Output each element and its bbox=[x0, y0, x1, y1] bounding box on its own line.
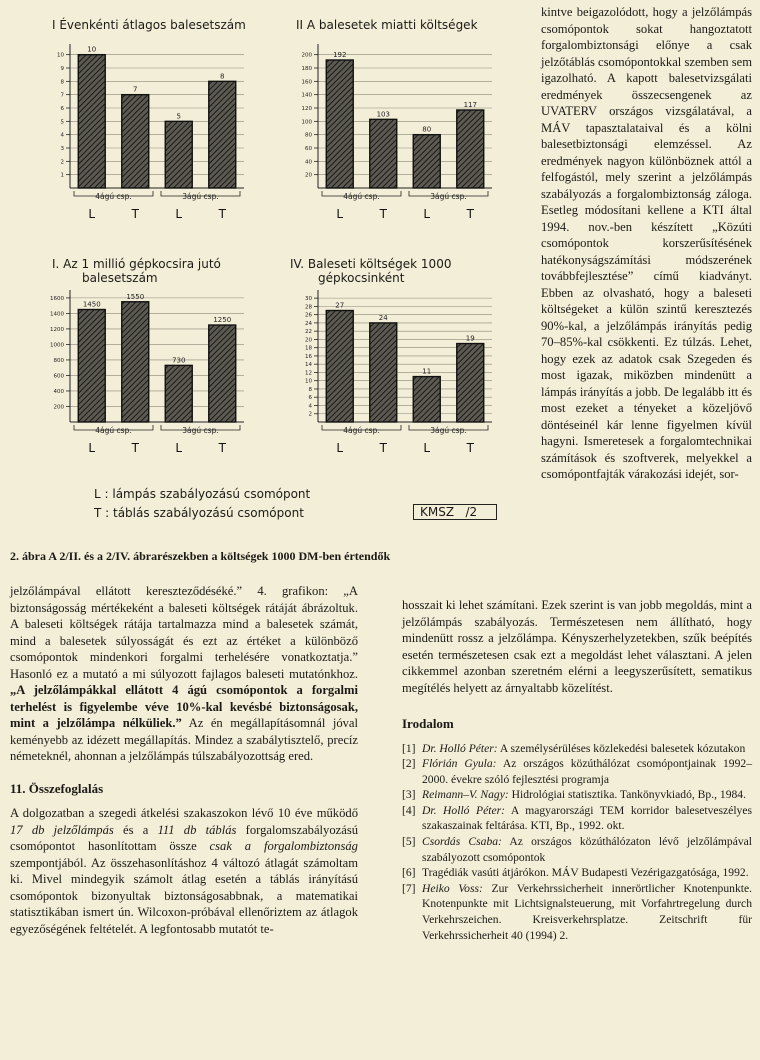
reference-text: Az országos közúthálózat csomópontjainak 1992–2000. évekre szóló fejlesztési programja bbox=[422, 757, 752, 786]
chart2-svg bbox=[256, 36, 521, 248]
bar-value-label: 103 bbox=[376, 110, 390, 119]
category-label: T bbox=[379, 441, 387, 455]
chart4-svg bbox=[256, 282, 521, 482]
y-tick-label: 20 bbox=[305, 172, 312, 179]
group-label: 4ágú csp. bbox=[95, 192, 132, 201]
left-column-text bbox=[10, 583, 358, 937]
category-label: T bbox=[218, 207, 226, 221]
references-list bbox=[402, 741, 752, 944]
group-label: 3ágú csp. bbox=[182, 192, 219, 201]
reference-item bbox=[402, 834, 752, 865]
reference-text: Az országos közúthálózaton lévő jelzőlámpával szabályozott csomópontok bbox=[422, 835, 753, 864]
left-para1-start: jelzőlámpával ellátott kereszteződéséké.” 4. grafikon: „A biztonságosság mértékeként a baleseti költségek rátáját ábrázoltuk. A baleseti költségek rátája tartalmazza mind a balesetek számát, mind a balesetek súlyosságát és ezt az értéket a különböző csomópontok mindenkori forgalmi terhelésére vonatkoztatja.” Hasonló ez a mutató a mi súlyozott fajlagos baleseti mutatónkhoz. bbox=[10, 584, 358, 681]
bar bbox=[165, 121, 192, 188]
bar bbox=[122, 302, 149, 422]
left-para1-bold: „A jelzőlámpákkal ellátott 4 ágú csomópontok a forgalmi terhelést is figyelembe véve 10%-kal kevésbé biztonságosak, mint a jelzőlámpa nélküliek.” bbox=[10, 683, 358, 730]
y-tick-label: 6 bbox=[308, 395, 312, 402]
y-tick-label: 8 bbox=[308, 386, 312, 393]
reference-number: [2] bbox=[402, 757, 416, 771]
chart3-title-line2: balesetszám bbox=[82, 271, 158, 285]
bar-value-label: 1450 bbox=[82, 300, 101, 309]
y-tick-label: 18 bbox=[305, 345, 312, 352]
reference-text: A magyarországi TEM korridor balesetveszélyes szakaszainak feltárása. KTI, Bp., 1992. okt. bbox=[422, 803, 752, 833]
y-tick-label: 1 bbox=[60, 172, 64, 179]
y-tick-label: 1200 bbox=[50, 326, 64, 333]
chart3-title-line1: I. Az 1 millió gépkocsira jutó bbox=[52, 257, 221, 271]
references-title: Irodalom bbox=[402, 716, 454, 731]
bar bbox=[209, 81, 236, 188]
category-label: L bbox=[423, 441, 431, 455]
legend-t: T : táblás szabályozású csomópont bbox=[94, 506, 304, 520]
bar-value-label: 117 bbox=[463, 101, 477, 109]
y-tick-label: 5 bbox=[60, 119, 64, 126]
bar bbox=[413, 135, 440, 188]
reference-text: Zur Verkehrssicherheit innerörtlicher Knotenpunkte. Knotenpunkte mit Lichtsignalsteuerung, mit Vorfahrtregelung durch Verkehrszeichen. Kreisverkehrsplatze. Zeitschrift für Verkehrssicherheit 40 (1994) 2. bbox=[422, 881, 753, 942]
chart4-title bbox=[290, 257, 530, 285]
reference-text: Hidrológiai statisztika. Tankönyvkiadó, Bp., 1984. bbox=[508, 788, 746, 802]
reference-item bbox=[402, 881, 752, 943]
y-tick-label: 2 bbox=[60, 159, 64, 166]
chart1-title-line1: I Évenkénti átlagos balesetszám bbox=[52, 18, 246, 32]
y-tick-label: 30 bbox=[305, 296, 312, 303]
bar bbox=[326, 311, 353, 422]
reference-author: Heiko Voss: bbox=[422, 881, 483, 895]
para2-b: 17 db jelzőlámpás bbox=[10, 822, 114, 837]
y-tick-label: 180 bbox=[301, 66, 312, 72]
bar bbox=[413, 377, 440, 422]
y-tick-label: 14 bbox=[305, 362, 312, 369]
para2-e: forgalomszabályozású csomópontot hasonlítottam össze bbox=[10, 822, 359, 853]
y-tick-label: 24 bbox=[305, 320, 312, 327]
bar bbox=[78, 310, 105, 422]
figure-source-box: KMSZ /2 bbox=[413, 504, 497, 520]
chart2-title bbox=[296, 18, 536, 32]
chart3-svg bbox=[8, 282, 273, 482]
bar-value-label: 19 bbox=[465, 334, 475, 343]
chart4-title-line1: IV. Baleseti költségek 1000 bbox=[290, 257, 452, 271]
right-column-continuation bbox=[402, 597, 752, 943]
chart4-title-line2: gépkocsinként bbox=[318, 271, 405, 285]
reference-author: Dr. Holló Péter: bbox=[422, 741, 498, 755]
reference-item bbox=[402, 803, 752, 834]
reference-text: Tragédiák vasúti átjárókon. MÁV Budapesti Vezérigazgatósága, 1992. bbox=[422, 866, 749, 880]
category-label: L bbox=[336, 441, 344, 455]
y-tick-label: 600 bbox=[53, 373, 64, 380]
y-tick-label: 12 bbox=[305, 370, 312, 377]
chart2-title-line1: II A balesetek miatti költségek bbox=[296, 18, 478, 32]
para2-a: A dolgozatban a szegedi átkelési szakaszokon lévő 10 éve működő bbox=[10, 806, 358, 820]
y-tick-label: 160 bbox=[301, 79, 312, 86]
right-continuation-paragraph: hosszait ki lehet számítani. Ezek szerint is van jobb megoldás, mint a jelzőlámpás szabályozás. Természetesen nem állítható, hogy mindenütt rossz a jelzőlámpa. Kényszerhelyzetekben, szűk beépítés esetén természetesen csak ezt a megoldást lehet választani. A jelen cikkemmel azonban szeretném elérni a leegyszerűsített, sematikus megítélés helyett az árnyaltabb közelítést. bbox=[402, 598, 752, 695]
chart1-title bbox=[52, 18, 282, 32]
reference-author: Flórián Gyula: bbox=[422, 757, 497, 771]
bar-value-label: 11 bbox=[422, 367, 432, 376]
category-label: T bbox=[379, 207, 387, 221]
bar bbox=[209, 325, 236, 422]
bar bbox=[122, 95, 149, 188]
y-tick-label: 28 bbox=[305, 304, 312, 311]
reference-author: Reimann–V. Nagy: bbox=[422, 788, 509, 802]
figure-caption: 2. ábra A 2/II. és a 2/IV. ábrarészekben a költségek 1000 DM-ben értendők bbox=[10, 549, 391, 563]
category-label: T bbox=[466, 441, 474, 455]
reference-number: [4] bbox=[402, 803, 416, 817]
category-label: L bbox=[88, 207, 96, 221]
category-label: L bbox=[88, 441, 96, 455]
bar-value-label: 192 bbox=[333, 51, 347, 59]
chart1-svg bbox=[8, 36, 273, 248]
reference-item bbox=[402, 787, 752, 803]
y-tick-label: 2 bbox=[308, 411, 312, 418]
category-label: L bbox=[423, 207, 431, 221]
y-tick-label: 6 bbox=[60, 106, 64, 112]
bar-value-label: 24 bbox=[378, 313, 388, 322]
group-label: 4ágú csp. bbox=[95, 426, 132, 435]
group-label: 4ágú csp. bbox=[343, 426, 380, 435]
para2-c: és a bbox=[113, 822, 158, 837]
group-label: 4ágú csp. bbox=[343, 192, 380, 201]
reference-number: [5] bbox=[402, 835, 416, 849]
legend-l: L : lámpás szabályozású csomópont bbox=[94, 487, 311, 501]
bar-value-label: 10 bbox=[87, 45, 97, 54]
category-label: L bbox=[175, 441, 183, 455]
bar bbox=[165, 365, 192, 422]
y-tick-label: 10 bbox=[305, 378, 312, 385]
left-paragraph-1 bbox=[10, 583, 358, 765]
group-label: 3ágú csp. bbox=[430, 426, 467, 435]
y-tick-label: 1000 bbox=[50, 342, 64, 349]
reference-number: [7] bbox=[402, 881, 416, 895]
bar-value-label: 5 bbox=[176, 112, 181, 121]
y-tick-label: 20 bbox=[305, 337, 312, 344]
y-tick-label: 1600 bbox=[50, 295, 64, 302]
para2-f: csak a forgalombiztonság bbox=[209, 839, 358, 853]
bar bbox=[457, 110, 484, 188]
category-label: L bbox=[175, 207, 183, 221]
y-tick-label: 80 bbox=[305, 132, 312, 139]
left-para1-end: Az én megállapításomnál jóval keményebb az idézett megállapítás. Mindez a szabálytisztelő, precíz németeknél, ahonnan a jelzőlámpás túlszabályozottság ered. bbox=[10, 716, 358, 763]
y-tick-label: 100 bbox=[301, 119, 312, 126]
y-tick-label: 9 bbox=[60, 66, 64, 72]
reference-number: [1] bbox=[402, 741, 416, 755]
para2-g: szempontjából. Az összehasonlításhoz 4 változó átlagát számoltam ki. Mivel mindegyik számolt átlag esetén a táblás irányítású csomópontok bizonyultak biztonságosabbnak, a matematikai statisztikában ismert ún. Wilcoxon-próbával ellenőriztem az átlagok egyezőségének feltételét. A legfontosabb mutatót te- bbox=[10, 855, 358, 936]
y-tick-label: 140 bbox=[301, 92, 312, 99]
y-tick-label: 120 bbox=[301, 106, 312, 112]
figure bbox=[8, 0, 538, 560]
category-label: T bbox=[131, 441, 139, 455]
y-tick-label: 8 bbox=[60, 79, 64, 86]
section-title: 11. Összefoglalás bbox=[10, 780, 104, 796]
reference-author: Csordás Csaba: bbox=[422, 835, 502, 849]
bar bbox=[370, 119, 397, 188]
y-tick-label: 60 bbox=[305, 146, 312, 152]
figure-legend bbox=[94, 486, 394, 521]
category-label: T bbox=[218, 441, 226, 455]
y-tick-label: 400 bbox=[53, 388, 64, 395]
y-tick-label: 40 bbox=[305, 159, 312, 166]
category-label: T bbox=[131, 207, 139, 221]
bar-value-label: 27 bbox=[335, 301, 345, 310]
bar-value-label: 1250 bbox=[213, 316, 232, 325]
y-tick-label: 22 bbox=[305, 329, 312, 336]
y-tick-label: 200 bbox=[53, 404, 64, 411]
category-label: L bbox=[336, 207, 344, 221]
bar bbox=[457, 344, 484, 422]
y-tick-label: 4 bbox=[60, 132, 64, 139]
bar-value-label: 80 bbox=[422, 125, 432, 134]
left-paragraph-2 bbox=[10, 805, 358, 937]
bar bbox=[326, 60, 353, 188]
y-tick-label: 4 bbox=[308, 403, 312, 410]
reference-item bbox=[402, 756, 752, 787]
bar-value-label: 7 bbox=[133, 85, 138, 94]
para2-d: 111 db táblás bbox=[157, 822, 237, 837]
group-label: 3ágú csp. bbox=[430, 192, 467, 201]
bar bbox=[370, 323, 397, 422]
y-tick-label: 16 bbox=[305, 353, 312, 360]
group-label: 3ágú csp. bbox=[182, 426, 219, 435]
reference-number: [3] bbox=[402, 788, 416, 802]
y-tick-label: 800 bbox=[53, 357, 64, 364]
right-column-text: kintve beigazolódott, hogy a jelzőlámpás csomópontok sokat hangoztatott forgalombiztonsági előnye a csak jelzőtáblás csomópontokkal szemben sem igazolható. A kapott balesetvizsgálati eredmények összecsengenek az UVATERV országos vizsgálatával, a MÁV tapasztalataival és a kölni balesetbiztonsági elemzéssel. Az eredmények nagyon különböznek attól a felfogástól, mely szerint a jelzőlámpás szabályozás a forgalombiztonság záloga. Esetleg módosítani kellene a KTI által 1994. nov.-ben készített „Közúti csomópontok korszerűsítésének hatékonyságszámítási módszerének továbbfejlesztése” című kiadványt. Ebben az olvasható, hogy a baleseti költségeket a külön szintű keresztezés 90%-kal, a jelzőlámpás irányítás pedig 70–85%-kal csökkenti. Ez túlzás. Lehet, hogy ezek az adatok csak Szegeden és most igazak, miközben mindenütt a lámpás irányítás a jobb. De legalább itt és most ezeket a tényeket a közeljövő döntéseinél kár lenne figyelmen kívül hagyni. Ismeretesek a forgalomtechnikai számítások és szoftverek, melyekkel a csomópontfajták várakozási idejét, sor- bbox=[541, 5, 752, 481]
y-tick-label: 7 bbox=[60, 92, 64, 99]
bar bbox=[78, 55, 105, 188]
reference-author: Dr. Holló Péter: bbox=[422, 803, 505, 817]
reference-text: A személysérüléses közlekedési balesetek kózutakon bbox=[497, 741, 746, 755]
reference-item bbox=[402, 741, 752, 757]
reference-number: [6] bbox=[402, 866, 416, 880]
y-tick-label: 200 bbox=[301, 52, 312, 59]
bar-value-label: 730 bbox=[172, 356, 186, 365]
reference-item bbox=[402, 865, 752, 881]
y-tick-label: 1400 bbox=[50, 311, 64, 318]
bar-value-label: 1550 bbox=[126, 292, 145, 301]
chart3-title bbox=[52, 257, 272, 285]
y-tick-label: 3 bbox=[60, 146, 64, 152]
category-label: T bbox=[466, 207, 474, 221]
y-tick-label: 10 bbox=[57, 52, 64, 59]
y-tick-label: 26 bbox=[305, 312, 312, 319]
bar-value-label: 8 bbox=[220, 72, 225, 81]
